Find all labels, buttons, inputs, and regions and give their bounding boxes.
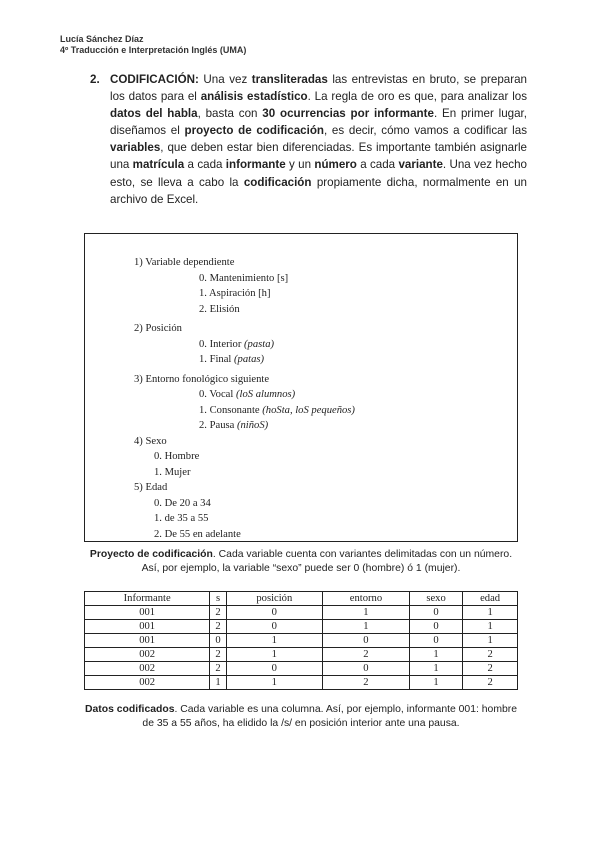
column-header: posición <box>226 592 322 606</box>
table-row <box>85 648 518 662</box>
caption-text: . Cada variable cuenta con variantes delimitadas con un número. Así, por ejemplo, la variable “sexo” puede ser 0 (hombre) ó 1 (mujer). <box>141 549 513 575</box>
variant-item: 2. Elisión <box>199 303 240 315</box>
variant-example: (hoSta, loS pequeños) <box>262 404 355 416</box>
column-header: sexo <box>409 592 462 606</box>
table-cell: 2 <box>463 662 518 676</box>
variant-example: (loS alumnos) <box>236 389 296 400</box>
variant-item <box>134 403 355 419</box>
paragraph-segment: . En primer lugar, diseñamos el <box>110 107 527 138</box>
table-header-row <box>85 592 518 606</box>
variant-item <box>134 418 355 434</box>
variant-item: 1. Mujer <box>154 466 191 478</box>
variant-item: 0. Mantenimiento [s] <box>199 272 289 284</box>
table-cell: 0 <box>409 620 462 634</box>
caption-title: Proyecto de codificación <box>89 549 213 560</box>
paragraph-segment: variante <box>398 158 443 172</box>
variant-item: 2. De 55 en adelante <box>154 528 241 540</box>
table-cell: 1 <box>226 648 322 662</box>
paragraph-segment: . La regla de oro es que, para analizar los <box>307 90 528 104</box>
variant-item <box>134 387 355 403</box>
table-cell: 0 <box>322 634 409 648</box>
table-cell: 2 <box>210 620 226 634</box>
table-row <box>85 662 518 676</box>
variant-item: 1. de 35 a 55 <box>154 513 209 524</box>
paragraph-segment: proyecto de codificación <box>184 124 325 138</box>
paragraph-segment: informante <box>225 158 286 172</box>
table-cell: 2 <box>210 662 226 676</box>
table-cell: 1 <box>322 620 409 634</box>
paragraph-segment: , que deben estar bien diferenciadas. Es importante también asignarle una <box>110 141 527 172</box>
table-cell: 1 <box>322 606 409 620</box>
table-cell: 002 <box>85 648 210 662</box>
table-cell: 1 <box>463 620 518 634</box>
column-header: Informante <box>85 592 210 606</box>
section-paragraph <box>110 71 527 208</box>
paragraph-segment: , basta con <box>197 107 263 121</box>
coding-scheme-figure <box>84 233 518 542</box>
paragraph-segment: propiamente dicha, normalmente en un archivo de Excel. <box>110 175 527 206</box>
variant-example: (niñoS) <box>236 420 269 431</box>
variant-item <box>134 352 355 368</box>
variant-example: (patas) <box>234 354 265 365</box>
section-number: 2. <box>90 73 100 86</box>
variant-label: 0. Interior <box>199 338 242 350</box>
variant-example: (pasta) <box>244 338 275 350</box>
variant-item: 0. De 20 a 34 <box>154 497 211 509</box>
paragraph-segment: las entrevistas en bruto, se preparan los datos para el <box>110 73 527 104</box>
table-cell: 002 <box>85 662 210 676</box>
page-header <box>60 34 246 56</box>
column-header: entorno <box>322 592 409 606</box>
paragraph-segment: CODIFICACIÓN: <box>110 73 199 86</box>
table-cell: 2 <box>210 648 226 662</box>
variant-label: 2. Pausa <box>199 420 235 431</box>
paragraph-segment: análisis estadístico <box>200 90 308 104</box>
table-row <box>85 634 518 648</box>
paragraph-segment: a cada <box>356 158 399 172</box>
variant-label: 0. Vocal <box>199 389 234 400</box>
course-name: 4º Traducción e Interpretación Inglés (UMA) <box>60 45 247 55</box>
table-cell: 001 <box>85 620 210 634</box>
variable-age: 5) Edad <box>134 482 168 493</box>
table-cell: 1 <box>463 606 518 620</box>
variant-label: 1. Final <box>199 354 232 365</box>
table-cell: 0 <box>409 634 462 648</box>
variable-environment: 3) Entorno fonológico siguiente <box>134 373 270 385</box>
caption-title: Datos codificados <box>84 704 175 715</box>
table-cell: 1 <box>463 634 518 648</box>
paragraph-segment: , es decir, cómo vamos a codificar las <box>324 124 527 138</box>
table-cell: 0 <box>226 620 322 634</box>
table-cell: 0 <box>226 662 322 676</box>
table-row <box>85 606 518 620</box>
coding-section <box>90 71 527 208</box>
table-cell: 1 <box>210 676 226 690</box>
scheme-caption <box>80 548 522 577</box>
table-cell: 001 <box>85 606 210 620</box>
table-row <box>85 620 518 634</box>
column-header: edad <box>463 592 518 606</box>
variant-item <box>134 337 355 353</box>
paragraph-segment: a cada <box>184 158 226 172</box>
table-cell: 001 <box>85 634 210 648</box>
table-cell: 2 <box>322 648 409 662</box>
variant-label: 1. Consonante <box>199 404 260 416</box>
table-cell: 1 <box>409 648 462 662</box>
coded-data-table <box>84 591 518 690</box>
table-cell: 2 <box>463 648 518 662</box>
variant-item: 1. Aspiración [h] <box>199 288 271 299</box>
table-cell: 2 <box>322 676 409 690</box>
table-cell: 002 <box>85 676 210 690</box>
paragraph-segment: número <box>314 158 357 172</box>
paragraph-segment: y un <box>285 158 315 172</box>
table-cell: 0 <box>210 634 226 648</box>
table-cell: 0 <box>409 606 462 620</box>
variable-position: 2) Posición <box>134 323 182 334</box>
paragraph-segment: . Una vez hecho esto, se lleva a cabo la <box>110 158 527 189</box>
paragraph-segment: transliteradas <box>251 73 328 86</box>
paragraph-segment: datos del habla <box>110 107 198 121</box>
paragraph-segment: codificación <box>243 175 312 189</box>
table-caption <box>80 703 522 732</box>
paragraph-segment: Una vez <box>198 73 252 86</box>
table-cell: 2 <box>463 676 518 690</box>
table-cell: 1 <box>409 662 462 676</box>
table-cell: 0 <box>226 606 322 620</box>
variant-item: 0. Hombre <box>154 451 200 462</box>
caption-text: . Cada variable es una columna. Así, por ejemplo, informante 001: hombre de 35 a 55 años, ha elidido la /s/ en posición interior ante una pausa. <box>142 704 517 730</box>
variable-sex: 4) Sexo <box>134 435 167 447</box>
coding-scheme-list <box>134 255 355 542</box>
column-header: s <box>210 592 226 606</box>
table-row <box>85 676 518 690</box>
paragraph-segment: 30 ocurrencias por informante <box>262 107 434 121</box>
table-cell: 0 <box>322 662 409 676</box>
table-cell: 1 <box>226 634 322 648</box>
author-name: Lucía Sánchez Díaz <box>60 34 144 44</box>
table-cell: 1 <box>226 676 322 690</box>
paragraph-segment: variables <box>110 141 161 155</box>
paragraph-segment: matrícula <box>132 158 185 172</box>
table-cell: 2 <box>210 606 226 620</box>
table-cell: 1 <box>409 676 462 690</box>
variable-dependent: 1) Variable dependiente <box>134 257 235 268</box>
